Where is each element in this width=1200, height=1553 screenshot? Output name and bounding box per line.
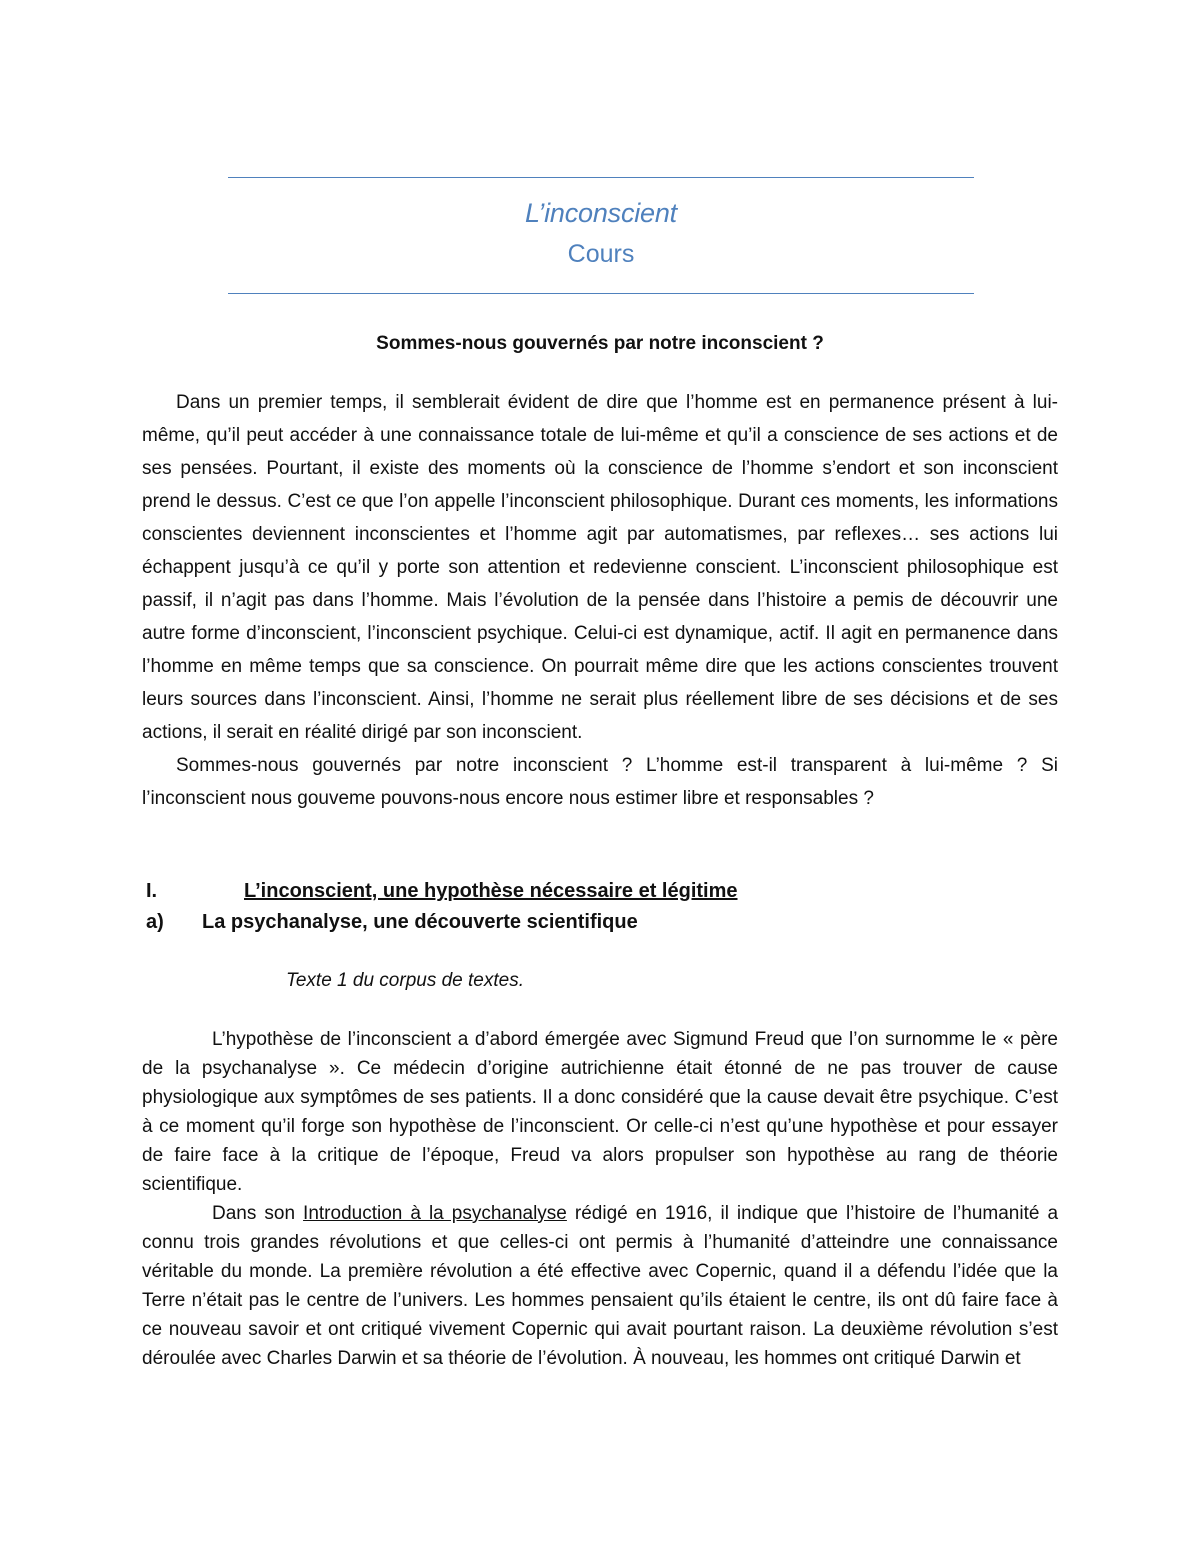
- book-title: Introduction à la psychanalyse: [303, 1203, 567, 1224]
- section-number: I.: [146, 880, 158, 902]
- introduction: [142, 386, 1058, 815]
- subsection-title: La psychanalyse, une découverte scientifique: [202, 911, 638, 933]
- problem-question: Sommes-nous gouvernés par notre inconscient ?: [376, 333, 824, 354]
- title-rule-bottom: [228, 293, 974, 294]
- section-heading: [146, 880, 1046, 903]
- body-paragraph: [142, 1199, 1058, 1373]
- intro-paragraph: Dans un premier temps, il semblerait évident de dire que l’homme est en permanence présent à lui-même, qu’il peut accéder à une connaissance totale de lui-même et qu’il a conscience de ses actions et de ses pensées. Pourtant, il existe des moments où la conscience de l’homme s’endort et son inconscient prend le dessus. C’est ce que l’on appelle l’inconscient philosophique. Durant ces moments, les informations conscientes deviennent inconscientes et l’homme agit par automatismes, par reflexes… ses actions lui échappent jusqu’à ce qu’il y porte son attention et redevienne conscient. L’inconscient philosophique est passif, il n’agit pas dans l’homme. Mais l’évolution de la pensée dans l’histoire a pemis de découvrir une autre forme d’inconscient, l’inconscient psychique. Celui-ci est dynamique, actif. Il agit en permanence dans l’homme en même temps que sa conscience. On pourrait même dire que les actions conscientes trouvent leurs sources dans l’inconscient. Ainsi, l’homme ne serait plus réellement libre de ses décisions et de ses actions, il serait en réalité dirigé par son inconscient.: [142, 392, 1058, 743]
- section-title: L’inconscient, une hypothèse nécessaire et légitime: [244, 880, 738, 902]
- document-subtitle: Cours: [567, 240, 635, 268]
- text-reference: Texte 1 du corpus de textes.: [286, 970, 525, 991]
- subsection-heading: [146, 911, 1046, 934]
- document-title: L’inconscient: [524, 198, 677, 228]
- title-rule-top: [228, 177, 974, 178]
- section-body: [142, 1025, 1058, 1373]
- subsection-number: a): [146, 911, 164, 933]
- paragraph-lead: Dans son: [212, 1203, 304, 1224]
- intro-paragraph: Sommes-nous gouvernés par notre inconscient ? L’homme est-il transparent à lui-même ? Si l’inconscient nous gouveme pouvons-nous encore nous estimer libre et responsables ?: [142, 755, 1058, 809]
- paragraph-rest: rédigé en 1916, il indique que l’histoire de l’humanité a connu trois grandes révolutions et que celles-ci ont permis à l’humanité d’atteindre une connaissance véritable du monde. La première révolution a été effective avec Copernic, quand il a défendu l’idée que la Terre n’était pas le centre de l’univers. Les hommes pensaient qu’ils étaient le centre, ils ont dû faire face à ce nouveau savoir et ont critiqué vivement Copernic qui avait pourtant raison. La deuxième révolution s’est déroulée avec Charles Darwin et sa théorie de l’évolution. À nouveau, les hommes ont critiqué Darwin et: [142, 1203, 1059, 1369]
- body-paragraph: L’hypothèse de l’inconscient a d’abord émergée avec Sigmund Freud que l’on surnomme le « père de la psychanalyse ». Ce médecin d’origine autrichienne était étonné de ne pas trouver de cause physiologique aux symptômes de ses patients. Il a donc considéré que la cause devait être psychique. C’est à ce moment qu’il forge son hypothèse de l’inconscient. Or celle-ci n’est qu’une hypothèse et pour essayer de faire face à la critique de l’époque, Freud va alors propulser son hypothèse au rang de théorie scientifique.: [142, 1029, 1058, 1195]
